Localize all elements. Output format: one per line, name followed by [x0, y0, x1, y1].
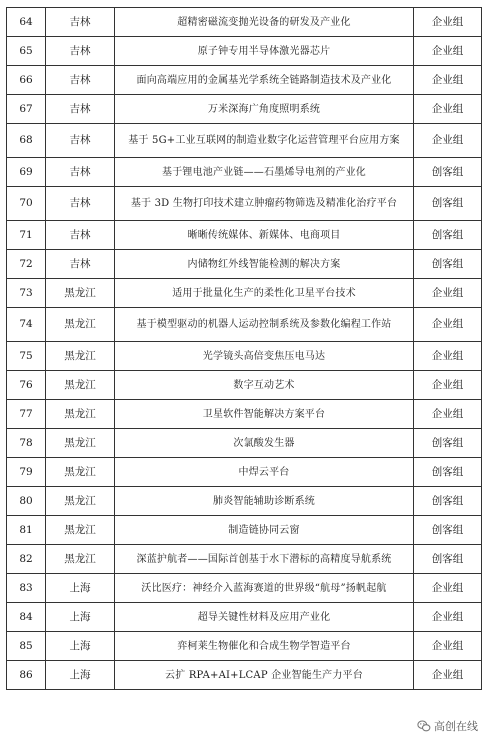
- table-row: [7, 95, 482, 124]
- cell-project: 超导关键性材料及应用产业化: [115, 603, 414, 632]
- wechat-icon: [417, 719, 431, 733]
- cell-number: 67: [7, 95, 46, 124]
- cell-province: 黑龙江: [46, 516, 115, 545]
- cell-province: 黑龙江: [46, 400, 115, 429]
- cell-project: 内储物红外线智能检测的解决方案: [115, 250, 414, 279]
- cell-project: 万米深海广角度照明系统: [115, 95, 414, 124]
- cell-group: 创客组: [414, 516, 482, 545]
- cell-project: 原子钟专用半导体激光器芯片: [115, 37, 414, 66]
- cell-number: 65: [7, 37, 46, 66]
- cell-group: 创客组: [414, 429, 482, 458]
- cell-number: 82: [7, 545, 46, 574]
- cell-group: 企业组: [414, 632, 482, 661]
- table-row: [7, 187, 482, 221]
- cell-number: 77: [7, 400, 46, 429]
- cell-group: 企业组: [414, 661, 482, 690]
- cell-project: 基于 3D 生物打印技术建立肿瘤药物筛选及精准化治疗平台: [115, 187, 414, 221]
- cell-group: 创客组: [414, 187, 482, 221]
- table-row: [7, 545, 482, 574]
- cell-province: 上海: [46, 661, 115, 690]
- cell-group: 创客组: [414, 158, 482, 187]
- cell-group: 创客组: [414, 250, 482, 279]
- cell-project: 基于 5G+工业互联网的制造业数字化运营管理平台应用方案: [115, 124, 414, 158]
- table-row: [7, 124, 482, 158]
- table-row: [7, 458, 482, 487]
- cell-province: 吉林: [46, 124, 115, 158]
- cell-number: 79: [7, 458, 46, 487]
- table-row: [7, 250, 482, 279]
- cell-number: 68: [7, 124, 46, 158]
- cell-province: 吉林: [46, 187, 115, 221]
- cell-province: 黑龙江: [46, 308, 115, 342]
- cell-group: 企业组: [414, 95, 482, 124]
- cell-project: 卫星软件智能解决方案平台: [115, 400, 414, 429]
- cell-province: 上海: [46, 632, 115, 661]
- cell-province: 吉林: [46, 95, 115, 124]
- cell-number: 72: [7, 250, 46, 279]
- table-row: [7, 8, 482, 37]
- table-row: [7, 661, 482, 690]
- cell-group: 企业组: [414, 371, 482, 400]
- cell-province: 吉林: [46, 250, 115, 279]
- cell-province: 黑龙江: [46, 371, 115, 400]
- cell-number: 84: [7, 603, 46, 632]
- table-row: [7, 158, 482, 187]
- cell-group: 企业组: [414, 124, 482, 158]
- cell-group: 企业组: [414, 279, 482, 308]
- table-row: [7, 308, 482, 342]
- cell-province: 吉林: [46, 158, 115, 187]
- cell-project: 面向高端应用的金属基光学系统全链路制造技术及产业化: [115, 66, 414, 95]
- watermark: [414, 717, 481, 735]
- cell-province: 黑龙江: [46, 487, 115, 516]
- cell-province: 吉林: [46, 221, 115, 250]
- cell-province: 上海: [46, 574, 115, 603]
- cell-number: 69: [7, 158, 46, 187]
- cell-number: 76: [7, 371, 46, 400]
- cell-project: 超精密磁流变抛光设备的研发及产业化: [115, 8, 414, 37]
- project-table-body: [7, 8, 482, 690]
- cell-number: 64: [7, 8, 46, 37]
- cell-group: 企业组: [414, 574, 482, 603]
- project-list-sheet: [6, 7, 481, 690]
- table-row: [7, 37, 482, 66]
- cell-project: 光学镜头高倍变焦压电马达: [115, 342, 414, 371]
- cell-number: 83: [7, 574, 46, 603]
- cell-project: 肺炎智能辅助诊断系统: [115, 487, 414, 516]
- cell-project: 中焊云平台: [115, 458, 414, 487]
- table-row: [7, 603, 482, 632]
- cell-project: 制造链协同云窗: [115, 516, 414, 545]
- cell-project: 次氯酸发生器: [115, 429, 414, 458]
- cell-group: 企业组: [414, 342, 482, 371]
- cell-province: 黑龙江: [46, 545, 115, 574]
- cell-province: 上海: [46, 603, 115, 632]
- table-row: [7, 400, 482, 429]
- cell-group: 企业组: [414, 66, 482, 95]
- cell-group: 创客组: [414, 545, 482, 574]
- table-row: [7, 574, 482, 603]
- cell-number: 73: [7, 279, 46, 308]
- cell-number: 86: [7, 661, 46, 690]
- cell-project: 弈柯莱生物催化和合成生物学智造平台: [115, 632, 414, 661]
- watermark-text: 高创在线: [434, 720, 478, 733]
- table-row: [7, 632, 482, 661]
- cell-province: 黑龙江: [46, 279, 115, 308]
- cell-group: 企业组: [414, 37, 482, 66]
- cell-number: 74: [7, 308, 46, 342]
- cell-group: 创客组: [414, 221, 482, 250]
- cell-number: 71: [7, 221, 46, 250]
- cell-province: 黑龙江: [46, 342, 115, 371]
- cell-province: 黑龙江: [46, 458, 115, 487]
- cell-number: 80: [7, 487, 46, 516]
- cell-project: 晰晰传统媒体、新媒体、电商项目: [115, 221, 414, 250]
- table-row: [7, 221, 482, 250]
- cell-project: 基于锂电池产业链——石墨烯导电剂的产业化: [115, 158, 414, 187]
- cell-province: 黑龙江: [46, 429, 115, 458]
- cell-project: 深蓝护航者——国际首创基于水下潜标的高精度导航系统: [115, 545, 414, 574]
- cell-project: 基于模型驱动的机器人运动控制系统及参数化编程工作站: [115, 308, 414, 342]
- cell-number: 70: [7, 187, 46, 221]
- cell-number: 78: [7, 429, 46, 458]
- cell-group: 创客组: [414, 487, 482, 516]
- cell-group: 企业组: [414, 603, 482, 632]
- table-row: [7, 371, 482, 400]
- cell-group: 企业组: [414, 8, 482, 37]
- table-row: [7, 66, 482, 95]
- cell-number: 81: [7, 516, 46, 545]
- cell-project: 数字互动艺术: [115, 371, 414, 400]
- cell-group: 企业组: [414, 308, 482, 342]
- table-row: [7, 487, 482, 516]
- project-table: [6, 7, 482, 690]
- cell-group: 企业组: [414, 400, 482, 429]
- table-row: [7, 342, 482, 371]
- cell-province: 吉林: [46, 37, 115, 66]
- cell-province: 吉林: [46, 8, 115, 37]
- cell-province: 吉林: [46, 66, 115, 95]
- cell-number: 85: [7, 632, 46, 661]
- table-row: [7, 516, 482, 545]
- table-row: [7, 429, 482, 458]
- cell-project: 云扩 RPA+AI+LCAP 企业智能生产力平台: [115, 661, 414, 690]
- cell-number: 66: [7, 66, 46, 95]
- cell-number: 75: [7, 342, 46, 371]
- cell-group: 创客组: [414, 458, 482, 487]
- cell-project: 沃比医疗：神经介入蓝海赛道的世界级“航母”扬帆起航: [115, 574, 414, 603]
- table-row: [7, 279, 482, 308]
- cell-project: 适用于批量化生产的柔性化卫星平台技术: [115, 279, 414, 308]
